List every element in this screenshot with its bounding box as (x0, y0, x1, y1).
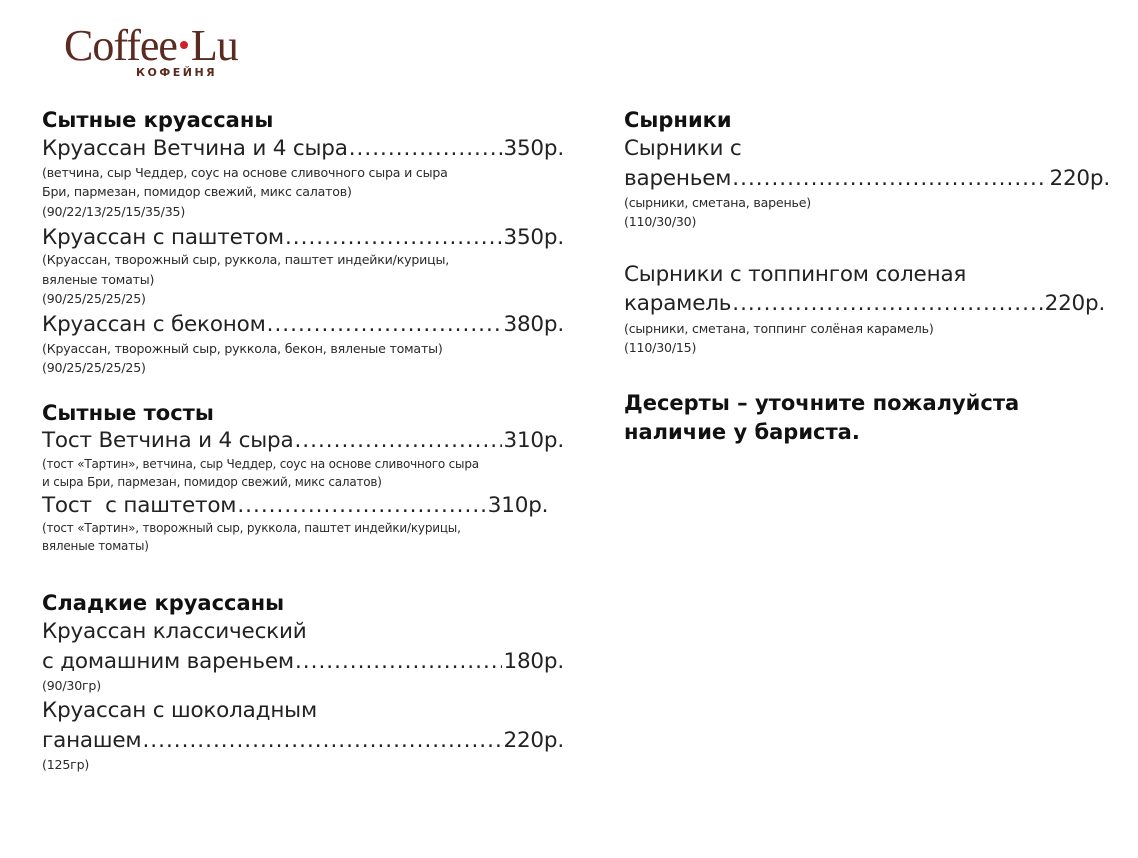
menu-item-toast-pate (42, 492, 548, 520)
section-title-syrniki: Сырники (624, 108, 732, 132)
item-name: с домашним вареньем (42, 649, 294, 674)
logo-brand-right: Lu (190, 21, 238, 70)
menu-item-croissant-pate (42, 224, 564, 252)
left-column (42, 0, 564, 858)
section-title-savory-toasts: Сытные тосты (42, 401, 214, 425)
item-price: 350р. (503, 136, 564, 161)
dot-leader (732, 165, 1048, 193)
item-description: (Круассан, творожный сыр, руккола, бекон, вяленые томаты) (42, 341, 443, 356)
menu-item-syrniki-caramel (624, 290, 1105, 318)
item-description: вяленые томаты) (42, 539, 149, 553)
dot-leader (142, 727, 502, 755)
menu-item-croissant-ham-4-cheese (42, 135, 564, 163)
logo-subtitle: КОФЕЙНЯ (136, 66, 218, 79)
item-price: 380р. (503, 312, 564, 337)
item-weight: (90/25/25/25/25) (42, 360, 146, 375)
item-name: Круассан с беконом (42, 312, 266, 337)
item-price: 180р. (503, 649, 564, 674)
item-name-line1: Сырники с (624, 136, 742, 161)
desserts-note-line1: Десерты – уточните пожалуйста (624, 391, 1020, 415)
desserts-note-line2: наличие у бариста. (624, 420, 860, 444)
item-name-line1: Сырники с топпингом соленая (624, 262, 967, 287)
item-price: 220р. (1049, 166, 1110, 191)
item-description: (тост «Тартин», ветчина, сыр Чеддер, соус на основе сливочного сыра (42, 457, 479, 471)
item-price: 350р. (503, 225, 564, 250)
item-weight: (110/30/30) (624, 214, 697, 229)
item-description: (сырники, сметана, варенье) (624, 195, 811, 210)
item-name: карамель (624, 291, 732, 316)
item-description: (тост «Тартин», творожный сыр, руккола, паштет индейки/курицы, (42, 521, 461, 535)
item-weight: (110/30/15) (624, 340, 697, 355)
item-name: вареньем (624, 166, 732, 191)
dot-leader (349, 135, 503, 163)
item-name: ганашем (42, 728, 142, 753)
item-description: (сырники, сметана, топпинг солёная карамель) (624, 321, 934, 336)
menu-item-croissant-chocolate (42, 727, 564, 755)
dot-leader (237, 492, 486, 520)
item-price: 310р. (487, 493, 549, 518)
item-description: вяленые томаты) (42, 272, 155, 287)
item-weight: (125гр) (42, 757, 90, 772)
item-weight: (90/25/25/25/25) (42, 291, 146, 306)
menu-item-croissant-jam (42, 648, 564, 676)
dot-leader (732, 290, 1043, 318)
section-title-savory-croissants: Сытные круассаны (42, 108, 274, 132)
dot-leader (285, 224, 503, 252)
menu-item-croissant-bacon (42, 311, 564, 339)
item-description: Бри, пармезан, помидор свежий, микс салатов) (42, 184, 352, 199)
dot-leader (295, 648, 503, 676)
item-weight: (90/30гр) (42, 678, 101, 693)
menu-item-syrniki-jam (624, 165, 1110, 193)
right-column (624, 0, 1110, 858)
item-name: Круассан Ветчина и 4 сыра (42, 136, 348, 161)
logo-brand-left: Coffee (64, 21, 177, 70)
item-name: Тост с паштетом (42, 493, 237, 518)
item-name: Тост Ветчина и 4 сыра (42, 428, 294, 453)
dot-leader (267, 311, 503, 339)
dot-leader (294, 427, 502, 455)
item-name-line1: Круассан с шоколадным (42, 698, 317, 723)
item-weight: (90/22/13/25/15/35/35) (42, 204, 186, 219)
menu-item-toast-ham-4-cheese (42, 427, 564, 455)
item-description: (ветчина, сыр Чеддер, соус на основе сливочного сыра и сыра (42, 165, 448, 180)
item-price: 310р. (503, 428, 564, 453)
item-description: и сыра Бри, пармезан, помидор свежий, микс салатов) (42, 475, 382, 489)
item-price: 220р. (1044, 291, 1106, 316)
section-title-sweet-croissants: Сладкие круассаны (42, 591, 285, 615)
item-description: (Круассан, творожный сыр, руккола, паштет индейки/курицы, (42, 252, 450, 267)
item-price: 220р. (503, 728, 564, 753)
item-name-line1: Круассан классический (42, 619, 307, 644)
item-name: Круассан с паштетом (42, 225, 284, 250)
